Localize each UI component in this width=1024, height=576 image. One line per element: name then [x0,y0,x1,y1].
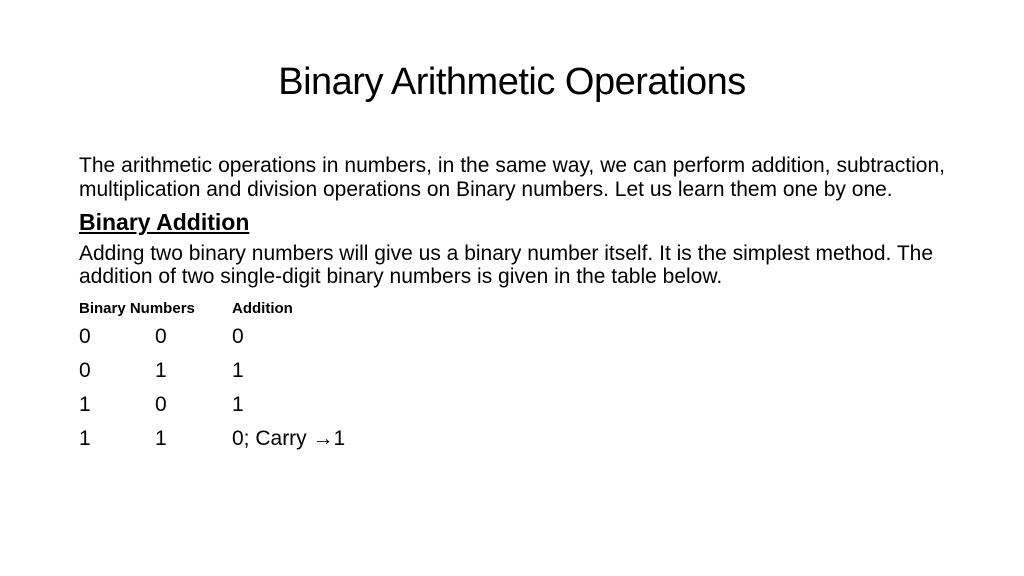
table-cell: 1 [79,427,91,450]
table-cell: 1 [155,359,167,382]
slide-content [79,154,945,456]
table-cell: 1 [232,359,244,382]
table-row [79,422,345,456]
table-cell: 1 [155,427,167,450]
table-cell: 1 [79,393,91,416]
section-body: Adding two binary numbers will give us a binary number itself. It is the simplest method. The addition of two single-digit binary numbers is given in the table below. [79,242,934,288]
table-cell: 0; Carry →1 [232,427,346,450]
header-binary-numbers: Binary Numbers [79,300,195,317]
table-cell: 1 [232,393,244,416]
header-addition: Addition [232,300,293,317]
table-cell: 0 [79,325,91,348]
table-cell: 0 [232,325,244,348]
slide-title: Binary Arithmetic Operations [278,61,746,103]
table-row [79,354,345,388]
intro-paragraph: The arithmetic operations in numbers, in the same way, we can perform addition, subtraction, multiplication and division operations on Binary numbers. Let us learn them one by one. [79,154,945,201]
section-heading: Binary Addition [79,209,250,235]
table-cell: 0 [79,359,91,382]
table-header-row [79,298,345,320]
table-row [79,320,345,354]
table-cell: 0 [155,325,167,348]
table-cell: 0 [155,393,167,416]
binary-addition-table [79,298,345,456]
table-row [79,388,345,422]
